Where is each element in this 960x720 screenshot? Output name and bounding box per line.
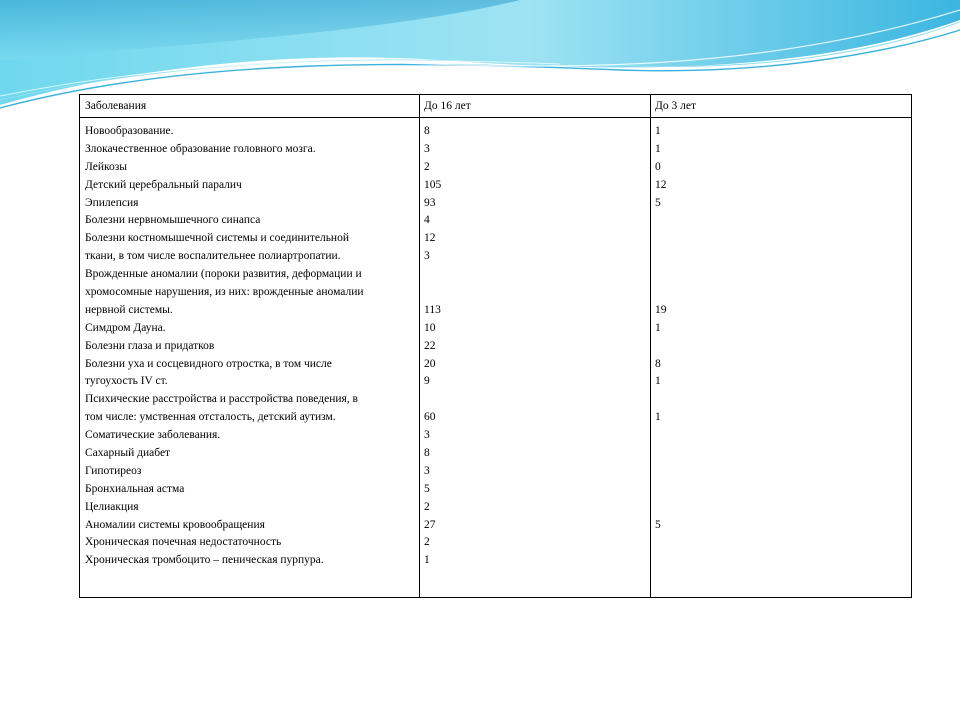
disease-line: Психические расстройства и расстройства поведения, в (85, 393, 358, 406)
under-3-value: 1 (655, 375, 661, 388)
disease-line: Целиакция (85, 500, 139, 513)
under-16-value: 2 (424, 160, 430, 173)
under-3-value: 5 (655, 518, 661, 531)
table-header-row (80, 95, 911, 118)
under-16-value (424, 266, 644, 284)
disease-line: Болезни костномышечной системы и соединительной (85, 232, 349, 245)
disease-line: Хроническая почечная недостаточность (85, 536, 282, 549)
under-16-value: 1 (424, 554, 430, 567)
disease-line: Гипотиреоз (85, 464, 142, 477)
under-3-value: 0 (655, 160, 661, 173)
disease-line: Аномалии системы кровообращения (85, 518, 265, 531)
under-3-value (655, 212, 905, 230)
disease-line: Детский церебральный паралич (85, 178, 242, 191)
under-16-value (424, 391, 644, 409)
under-16-value: 3 (424, 464, 430, 477)
under-16-value: 9 (424, 375, 430, 388)
column-divider (650, 95, 651, 597)
under-16-value: 2 (424, 536, 430, 549)
under-3-value (655, 338, 905, 356)
header-under-16: До 16 лет (424, 100, 471, 112)
under-3-value (655, 463, 905, 481)
column-divider (419, 95, 420, 597)
disease-line: ткани, в том числе воспалительнее полиартропатии. (85, 250, 341, 263)
under-3-value: 12 (655, 178, 667, 191)
under-3-value (655, 266, 905, 284)
under-3-value: 8 (655, 357, 661, 370)
under-16-value: 93 (424, 196, 436, 209)
under-3-value (655, 230, 905, 248)
under-3-value: 1 (655, 411, 661, 424)
disease-line: хромосомные нарушения, из них: врожденные аномалии (85, 286, 364, 299)
disease-line: нервной системы. (85, 303, 173, 316)
under-16-value: 105 (424, 178, 442, 191)
under-3-value: 1 (655, 142, 661, 155)
disease-line: Симдром Дауна. (85, 321, 166, 334)
disease-line: Злокачественное образование головного мозга. (85, 142, 316, 155)
disease-line: тугоухость IV ст. (85, 375, 168, 388)
under-3-value (655, 391, 905, 409)
under-3-value: 19 (655, 303, 667, 316)
under-16-value: 3 (424, 142, 430, 155)
under-3-value (655, 248, 905, 266)
header-diseases: Заболевания (85, 100, 147, 112)
under-16-value: 27 (424, 518, 436, 531)
header-under-3: До 3 лет (655, 100, 696, 112)
under-16-value: 4 (424, 214, 430, 227)
under-16-value: 60 (424, 411, 436, 424)
under-16-value (424, 284, 644, 302)
disease-table (79, 94, 912, 598)
under-3-value (655, 481, 905, 499)
under-16-value: 12 (424, 232, 436, 245)
disease-line: Болезни глаза и придатков (85, 339, 215, 352)
under-16-value: 8 (424, 125, 430, 137)
disease-line: Болезни нервномышечного синапса (85, 214, 261, 227)
disease-line: Болезни уха и сосцевидного отростка, в том числе (85, 357, 332, 370)
under-3-value (655, 427, 905, 445)
under-3-value: 1 (655, 125, 661, 137)
disease-line: Врожденные аномалии (пороки развития, деформации и (85, 268, 362, 281)
under-16-value: 22 (424, 339, 436, 352)
under-16-value: 3 (424, 250, 430, 263)
under-3-value: 1 (655, 321, 661, 334)
disease-line: Эпилепсия (85, 196, 139, 209)
under-3-column (655, 123, 905, 570)
under-16-value: 5 (424, 482, 430, 495)
under-16-column (424, 123, 644, 570)
disease-line: Бронхиальная астма (85, 482, 185, 495)
under-3-value (655, 534, 905, 552)
under-3-value (655, 552, 905, 570)
under-3-value (655, 445, 905, 463)
under-3-value: 5 (655, 196, 661, 209)
under-3-value (655, 499, 905, 517)
disease-line: том числе: умственная отсталость, детский аутизм. (85, 411, 336, 424)
disease-line: Лейкозы (85, 160, 128, 173)
under-16-value: 8 (424, 447, 430, 460)
disease-line: Соматические заболевания. (85, 429, 221, 442)
under-16-value: 113 (424, 303, 441, 316)
under-3-value (655, 284, 905, 302)
disease-line: Хроническая тромбоцито – пеническая пурпура. (85, 554, 324, 567)
disease-line: Сахарный диабет (85, 447, 171, 460)
under-16-value: 20 (424, 357, 436, 370)
under-16-value: 2 (424, 500, 430, 513)
diseases-column (85, 123, 415, 570)
under-16-value: 10 (424, 321, 436, 334)
disease-line: Новообразование. (85, 125, 174, 137)
under-16-value: 3 (424, 429, 430, 442)
